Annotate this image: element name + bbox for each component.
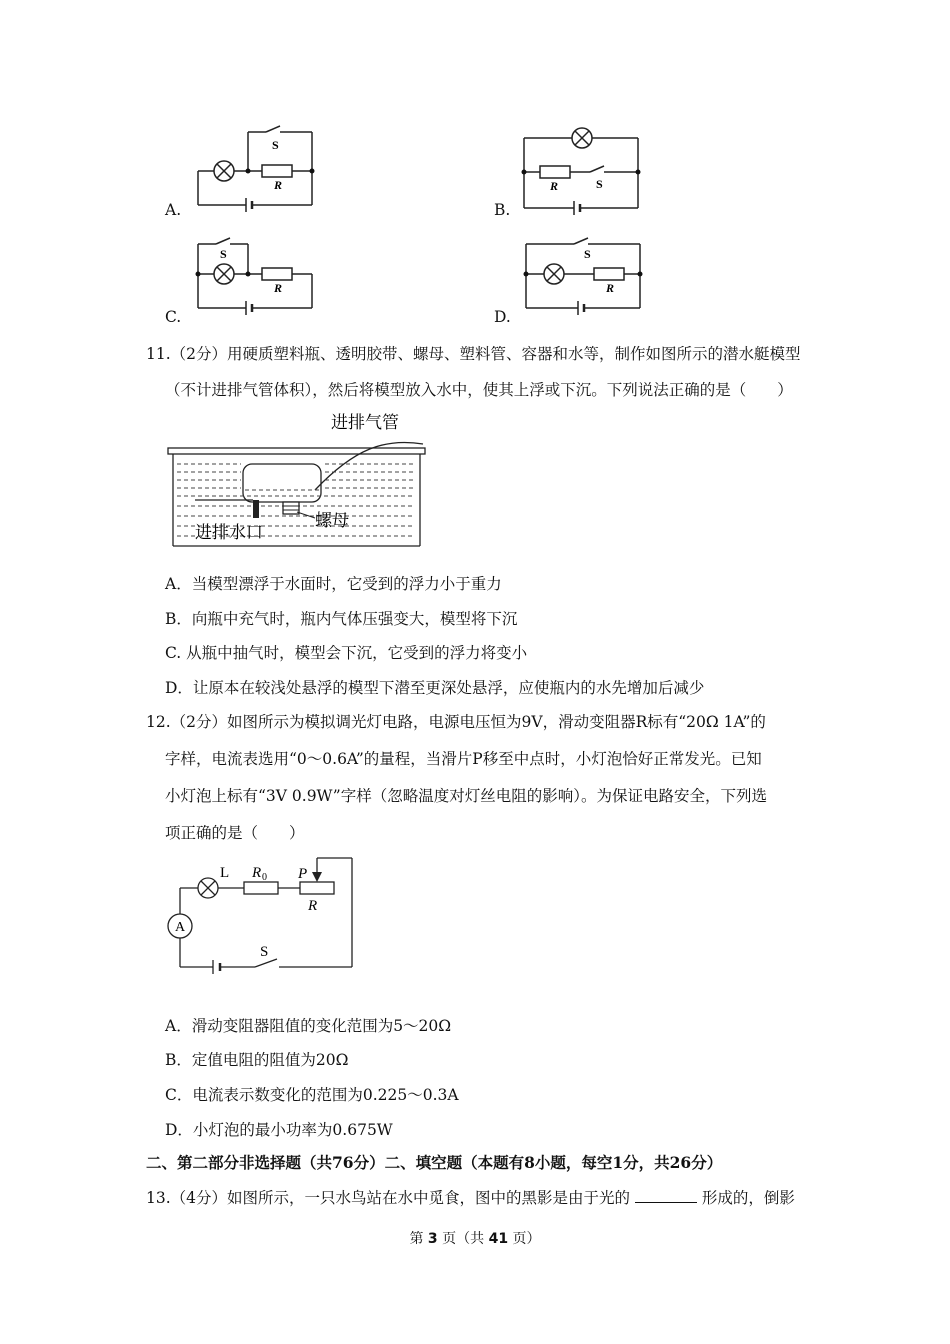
label-inlet: 进排水口 — [195, 523, 263, 542]
option-b-label: B. — [494, 201, 511, 219]
q11-option-c: C. 从瓶中抽气时，模型会下沉，它受到的浮力将变小 — [165, 644, 528, 662]
q11-option-b: B．向瓶中充气时，瓶内气体压强变大，模型将下沉 — [165, 610, 518, 628]
q11-stem-line1: 11.（2分）用硬质塑料瓶、透明胶带、螺母、塑料管、容器和水等，制作如图所示的潜水艇模型 — [146, 345, 801, 363]
circuit-c-diagram — [190, 232, 320, 320]
label-nut: 螺母 — [315, 511, 349, 530]
q12-option-b: B．定值电阻的阻值为20Ω — [165, 1051, 349, 1069]
q13-text-before: 13.（4分）如图所示，一只水鸟站在水中觅食，图中的黑影是由于光的 — [146, 1189, 631, 1207]
q11-option-d: D．让原本在较浅处悬浮的模型下潜至更深处悬浮，应使瓶内的水先增加后减少 — [165, 679, 705, 697]
resistor-label: R — [606, 281, 615, 295]
q13-blank — [635, 1188, 697, 1203]
resistor-label: R — [550, 179, 559, 193]
r0-label: R — [252, 865, 262, 881]
footer-middle: 页（共 — [437, 1231, 489, 1247]
q13-text-after: 形成的，倒影 — [701, 1189, 795, 1207]
circuit-d-diagram — [518, 232, 648, 320]
switch-label: S — [220, 247, 227, 261]
option-d-label: D. — [494, 308, 511, 326]
switch-label: S — [596, 177, 603, 191]
footer-total-pages: 41 — [488, 1231, 509, 1247]
switch-label: S — [584, 247, 591, 261]
q12-stem-line2: 字样，电流表选用“0～0.6A”的量程，当滑片P移至中点时，小灯泡恰好正常发光。已知 — [165, 750, 762, 768]
switch-label: S — [272, 138, 279, 152]
submarine-model-figure — [165, 408, 430, 558]
q12-stem-line3: 小灯泡上标有“3V 0.9W”字样（忽略温度对灯丝电阻的影响）。为保证电路安全，下列选 — [165, 787, 767, 805]
switch-label: S — [260, 944, 269, 960]
q12-option-a: A．滑动变阻器阻值的变化范围为5～20Ω — [165, 1017, 452, 1035]
slider-label: P — [298, 866, 308, 882]
page-footer — [0, 1228, 950, 1248]
ammeter-label: A — [175, 920, 186, 935]
dimmer-circuit-figure — [165, 850, 365, 980]
option-c-label: C. — [165, 308, 182, 326]
resistor-label: R — [274, 281, 283, 295]
section-header: 二、第二部分非选择题（共76分）二、填空题（本题有8小题，每空1分，共26分） — [146, 1153, 723, 1172]
circuit-a-diagram — [190, 125, 320, 215]
lamp-label: L — [220, 865, 230, 881]
option-a-label: A. — [165, 201, 182, 219]
q12-option-c: C．电流表示数变化的范围为0.225～0.3A — [165, 1086, 459, 1104]
q13-stem — [146, 1188, 795, 1208]
footer-suffix: 页） — [508, 1231, 541, 1247]
q11-option-a: A．当模型漂浮于水面时，它受到的浮力小于重力 — [165, 575, 502, 593]
circuit-b-diagram — [518, 122, 648, 217]
q12-stem-line1: 12.（2分）如图所示为模拟调光灯电路，电源电压恒为9V，滑动变阻器R标有“20Ω 1A”的 — [146, 713, 766, 731]
q11-stem-line2: （不计进排气管体积），然后将模型放入水中，使其上浮或下沉。下列说法正确的是（ ） — [165, 381, 793, 399]
label-pipe: 进排气管 — [331, 413, 399, 432]
footer-page-number: 3 — [427, 1231, 438, 1247]
rheostat-label: R — [308, 898, 318, 914]
footer-prefix: 第 — [409, 1231, 428, 1247]
q12-option-d: D．小灯泡的最小功率为0.675W — [165, 1121, 393, 1139]
resistor-label: R — [274, 178, 283, 192]
q12-stem-line4: 项正确的是（ ） — [165, 824, 305, 842]
r0-subscript: 0 — [262, 872, 267, 883]
